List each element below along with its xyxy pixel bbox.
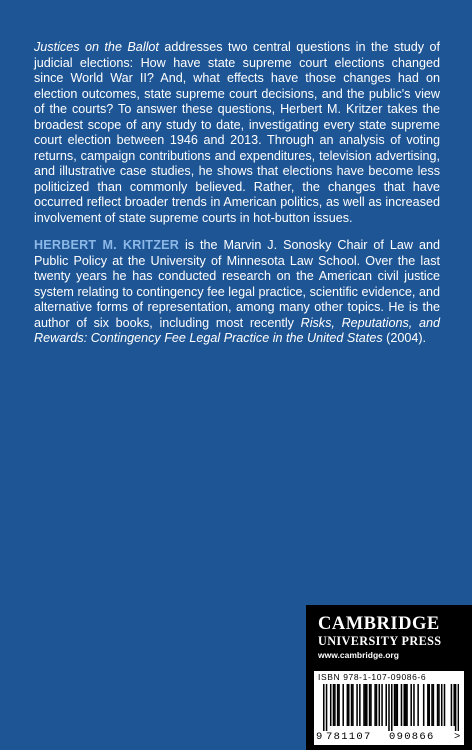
barcode-bar <box>391 684 393 731</box>
barcode-bar <box>388 684 390 731</box>
barcode-bar <box>423 684 425 726</box>
barcode-bar <box>356 684 358 726</box>
barcode-bar <box>441 684 443 726</box>
barcode-bars <box>323 684 459 731</box>
publisher-name-line2: UNIVERSITY PRESS <box>318 634 442 648</box>
publisher-block <box>306 605 472 750</box>
publisher-logo <box>318 615 441 661</box>
barcode-first-digit: 9 <box>316 731 324 743</box>
barcode-bar <box>406 684 408 726</box>
barcode-bar <box>369 684 371 726</box>
recent-book-year: (2004). <box>382 331 427 345</box>
barcode-bar <box>453 684 455 726</box>
barcode-bar <box>330 684 332 726</box>
barcode-bar <box>337 684 339 726</box>
barcode-bar <box>381 684 383 726</box>
barcode-bar <box>376 684 378 726</box>
barcode-bar <box>413 684 415 726</box>
barcode-bar <box>437 684 439 726</box>
barcode-bar <box>352 684 354 726</box>
barcode-bar <box>363 684 365 726</box>
barcode-bar <box>326 684 328 731</box>
barcode-bar <box>431 684 433 726</box>
barcode-bar <box>334 684 336 726</box>
author-bio <box>34 238 440 347</box>
barcode-bar <box>417 684 419 726</box>
barcode-bar <box>427 684 429 726</box>
barcode-bar <box>405 684 407 726</box>
barcode-bar <box>455 684 457 731</box>
barcode-bar <box>374 684 376 726</box>
barcode-bar <box>333 684 335 726</box>
barcode-bar <box>451 684 453 726</box>
barcode-bar <box>397 684 399 726</box>
barcode-bar <box>428 684 430 726</box>
book-title: Justices on the Ballot <box>34 40 159 54</box>
barcode-bar <box>444 684 446 726</box>
barcode-bar <box>359 684 361 726</box>
barcode-bar <box>438 684 440 726</box>
barcode-bar <box>410 684 412 726</box>
barcode-bar <box>365 684 367 726</box>
barcode-bar <box>348 684 350 726</box>
isbn-label: ISBN 978-1-107-09086-6 <box>318 672 427 682</box>
barcode-bar <box>433 684 435 726</box>
recent-book-title: Risks, Reputations, and Rewards: Contingency Fee Legal Practice in the United States <box>34 315 440 345</box>
book-description <box>34 40 440 226</box>
description-text: addresses two central questions in the study of judicial elections: How have state supreme court elections changed since World War II? And, what effects have those changes had on election outcomes, state supreme court decisions, and the public's view of the courts? To answer these questions, Herbert M. Kritzer takes the broadest scope of any study to date, investigating every state supreme court election between 1946 and 2013. Through an analysis of voting returns, campaign contributions and expenditures, television advertising, and illustrative case studies, he shows that elections have become less politicized than commonly believed. Rather, the changes that have occurred reflect broader trends in American politics, as well as increased involvement of state supreme courts in hot-button issues. <box>34 40 440 225</box>
barcode-bar <box>401 684 403 726</box>
barcode-bar <box>342 684 344 726</box>
barcode-bar <box>370 684 372 726</box>
barcode-bar <box>394 684 396 726</box>
barcode-bar <box>351 684 353 726</box>
barcode-group-1: 781107 <box>326 731 372 743</box>
barcode-bar <box>366 684 368 726</box>
barcode-bar <box>395 684 397 726</box>
barcode-bar <box>323 684 325 731</box>
barcode <box>314 671 464 745</box>
author-name: HERBERT M. KRITZER <box>34 238 179 252</box>
publisher-url: www.cambridge.org <box>318 650 399 660</box>
barcode-bar <box>347 684 349 726</box>
barcode-bar <box>385 684 387 726</box>
barcode-arrow: > <box>454 731 462 743</box>
barcode-bar <box>379 684 381 726</box>
publisher-name-line1: CAMBRIDGE <box>318 614 440 634</box>
barcode-bar <box>338 684 340 726</box>
barcode-bar <box>403 684 405 726</box>
blurb-text <box>34 40 440 359</box>
barcode-bar <box>458 684 459 731</box>
author-bio-text: is the Marvin J. Sonosky Chair of Law and Public Policy at the University of Minnesota Law School. Over the last twenty years he has conducted research on the American civil justice system relating to contingency fee legal practice, scientific evidence, and alternative forms of representation, among many other topics. He is the author of six books, including most recently <box>34 238 440 330</box>
barcode-group-2: 090866 <box>389 731 435 743</box>
